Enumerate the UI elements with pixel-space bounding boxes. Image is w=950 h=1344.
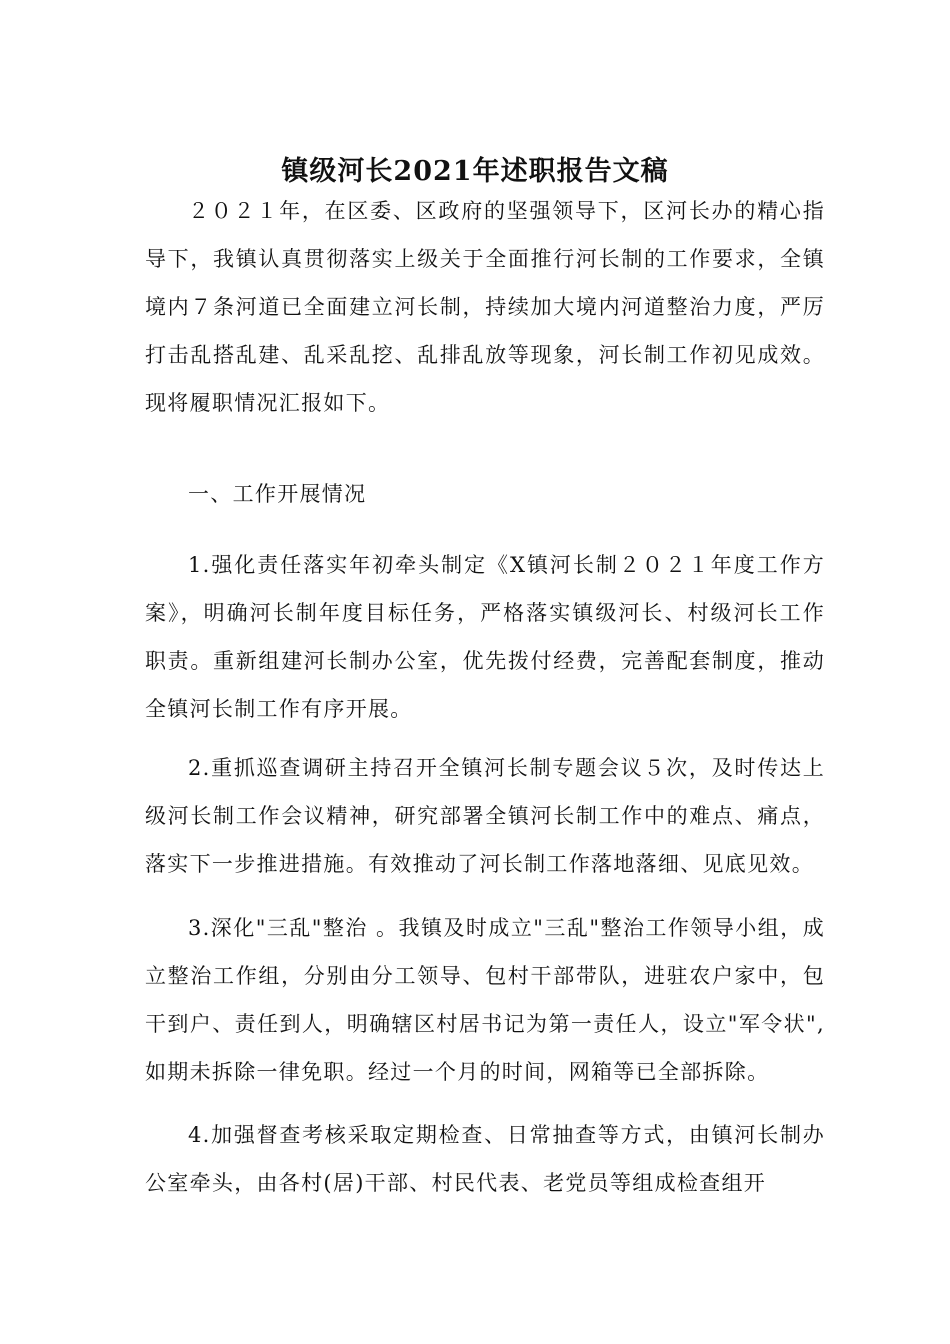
- paragraph-1: 1.强化责任落实年初牵头制定《X镇河长制２０２１年度工作方案》，明确河长制年度目标任务，严格落实镇级河长、村级河长工作职责。重新组建河长制办公室，优先拨付经费，完善配套制度，推动全镇河长制工作有序开展。: [145, 553, 825, 721]
- section-heading: 一、工作开展情况: [188, 482, 367, 506]
- paragraph-3: 3.深化"三乱"整治 。我镇及时成立"三乱"整治工作领导小组，成立整治工作组，分别由分工领导、包村干部带队，进驻农户家中，包干到户、责任到人，明确辖区村居书记为第一责任人，设立"军令状",如期未拆除一律免职。经过一个月的时间，网箱等已全部拆除。: [145, 916, 825, 1084]
- document-title: 镇级河长2021年述职报告文稿: [281, 156, 669, 187]
- intro-paragraph: ２０２１年，在区委、区政府的坚强领导下，区河长办的精心指导下，我镇认真贯彻落实上级关于全面推行河长制的工作要求，全镇境内７条河道已全面建立河长制，持续加大境内河道整治力度，严厉打击乱搭乱建、乱采乱挖、乱排乱放等现象，河长制工作初见成效。现将履职情况汇报如下。: [145, 199, 825, 415]
- paragraph-2: 2.重抓巡查调研主持召开全镇河长制专题会议５次，及时传达上级河长制工作会议精神，研究部署全镇河长制工作中的难点、痛点，落实下一步推进措施。有效推动了河长制工作落地落细、见底见效。: [145, 756, 825, 876]
- paragraph-4: 4.加强督查考核采取定期检查、日常抽查等方式，由镇河长制办公室牵头，由各村(居)干部、村民代表、老党员等组成检查组开: [145, 1123, 825, 1195]
